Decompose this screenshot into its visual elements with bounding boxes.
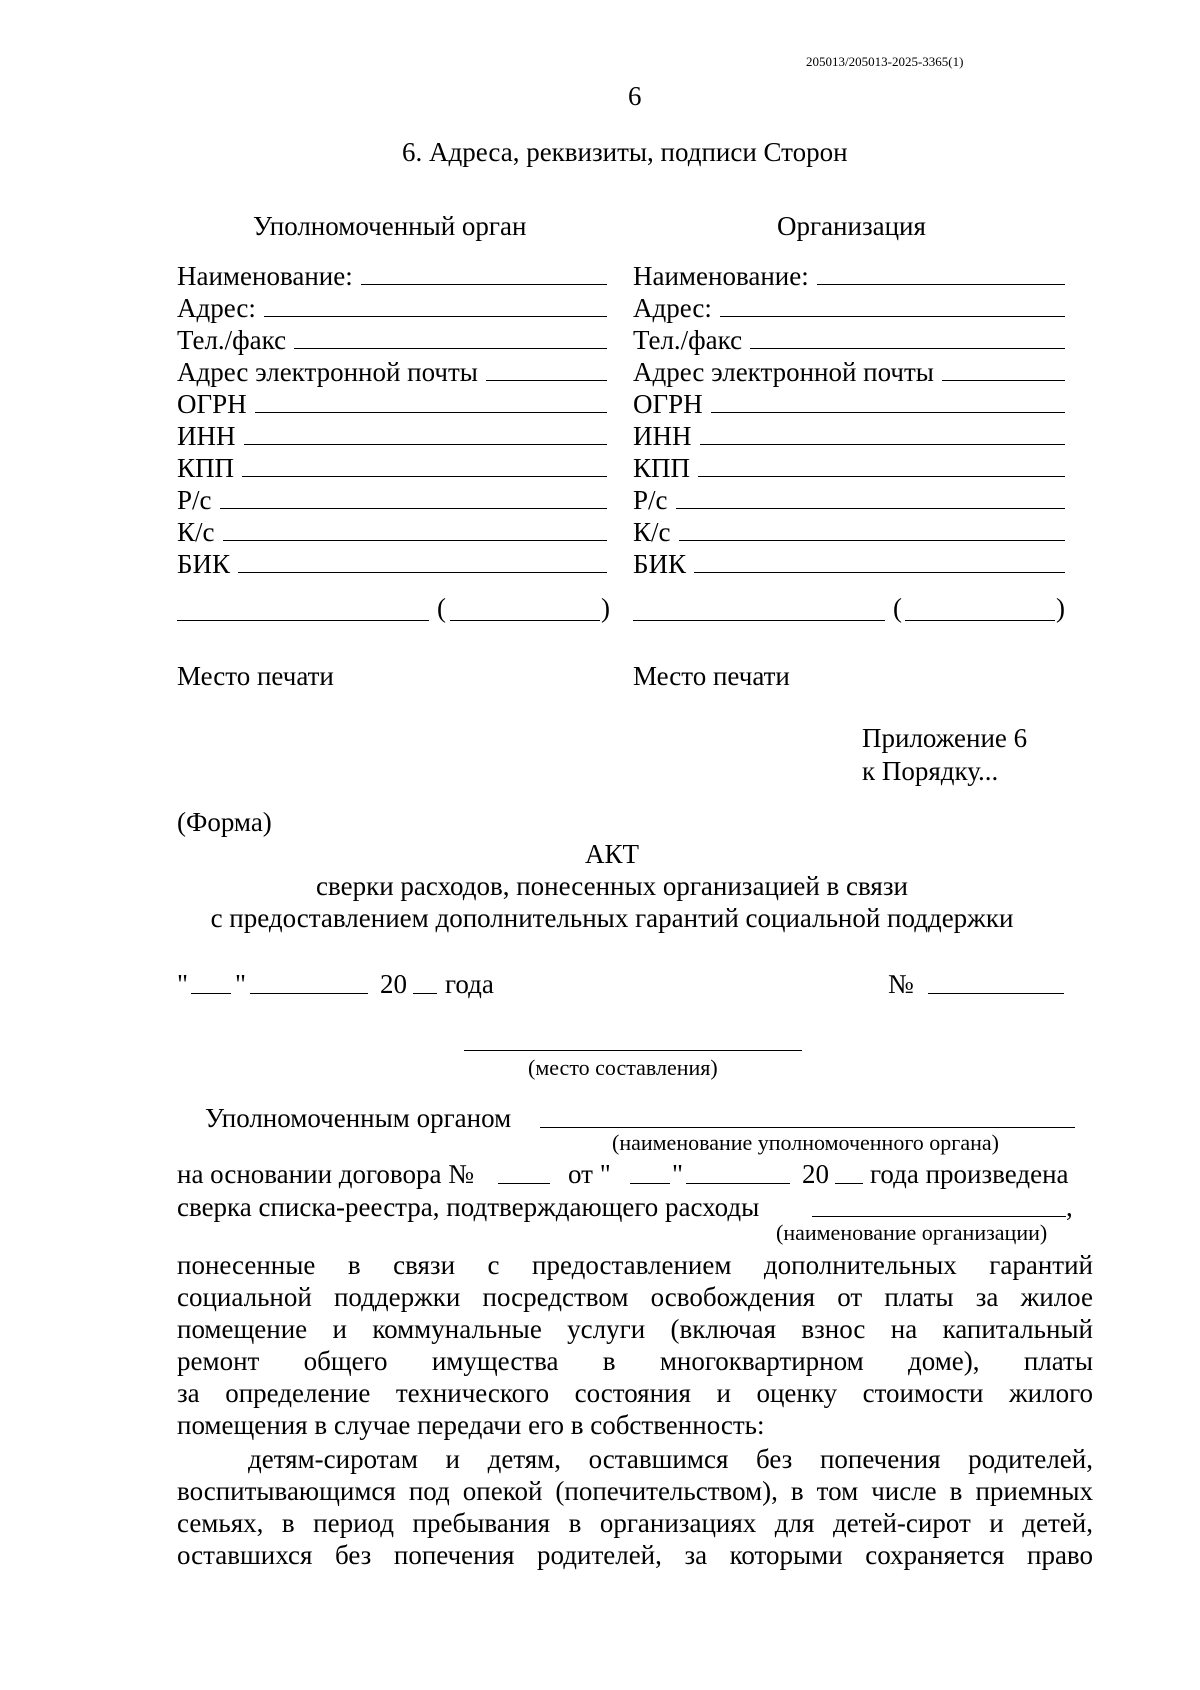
form-label: (Форма)	[177, 807, 272, 837]
appendix-subtitle: к Порядку...	[862, 756, 999, 786]
left-field-phone: Тел./факс	[177, 324, 607, 356]
right-field-email: Адрес электронной почты	[633, 356, 1065, 388]
verification-text: сверка списка-реестра, подтверждающего расходы	[177, 1192, 760, 1222]
act-title: АКТ	[585, 839, 639, 869]
paragraph-line: воспитывающимся под опекой (попечительством), в том числе в приемных	[177, 1476, 1093, 1506]
left-field-email: Адрес электронной почты	[177, 356, 607, 388]
right-stamp-label: Место печати	[633, 661, 790, 691]
right-signature-name-line[interactable]	[905, 620, 1055, 621]
right-party-heading: Организация	[777, 211, 926, 241]
paragraph-line: социальной поддержки посредством освобождения от платы за жилое	[177, 1282, 1093, 1312]
left-field-inn-line[interactable]	[244, 444, 608, 445]
paragraph-line: за определение технического состояния и оценку стоимости жилого	[177, 1378, 1093, 1408]
paragraph-line: семьях, в период пребывания в организациях для детей-сирот и детей,	[177, 1508, 1093, 1538]
place-caption: (место составления)	[528, 1055, 718, 1080]
left-signature-name-line[interactable]	[450, 620, 600, 621]
left-field-address: Адрес:	[177, 292, 607, 324]
left-field-name-line[interactable]	[361, 284, 607, 285]
right-field-inn: ИНН	[633, 420, 1065, 452]
authority-caption: (наименование уполномоченного органа)	[612, 1130, 999, 1155]
right-signature-line[interactable]	[633, 620, 885, 621]
right-field-inn-line[interactable]	[700, 444, 1066, 445]
organization-line[interactable]	[812, 1216, 1066, 1217]
right-field-address: Адрес:	[633, 292, 1065, 324]
left-field-bik-line[interactable]	[238, 572, 607, 573]
left-field-inn: ИНН	[177, 420, 607, 452]
right-field-name-line[interactable]	[817, 284, 1065, 285]
contract-month-line[interactable]	[686, 1183, 790, 1184]
act-subtitle-1: сверки расходов, понесенных организацией в связи	[316, 871, 908, 901]
right-field-email-line[interactable]	[942, 380, 1065, 381]
page-number: 6	[628, 81, 642, 111]
document-id: 205013/205013-2025-3365(1)	[806, 54, 964, 69]
authority-line[interactable]	[540, 1127, 1075, 1128]
left-field-ks: К/с	[177, 516, 607, 548]
appendix-title: Приложение 6	[862, 723, 1028, 753]
section-title: 6. Адреса, реквизиты, подписи Сторон	[402, 137, 848, 167]
right-field-kpp-line[interactable]	[698, 476, 1065, 477]
left-field-phone-line[interactable]	[294, 348, 607, 349]
date-day-line[interactable]	[191, 993, 231, 994]
act-number-sign: №	[888, 969, 914, 999]
authority-label: Уполномоченным органом	[205, 1103, 512, 1133]
right-field-ks: К/с	[633, 516, 1065, 548]
left-field-kpp: КПП	[177, 452, 607, 484]
paragraph-line: помещения в случае передачи его в собственность:	[177, 1410, 765, 1440]
act-subtitle-2: с предоставлением дополнительных гарантий социальной поддержки	[210, 903, 1014, 933]
right-field-kpp: КПП	[633, 452, 1065, 484]
left-party-heading: Уполномоченный орган	[253, 211, 527, 241]
left-field-rs-line[interactable]	[220, 508, 607, 509]
organization-caption: (наименование организации)	[776, 1220, 1048, 1245]
left-field-rs: Р/с	[177, 484, 607, 516]
left-field-address-line[interactable]	[264, 316, 607, 317]
right-field-address-line[interactable]	[720, 316, 1065, 317]
left-field-ks-line[interactable]	[223, 540, 608, 541]
left-field-ogrn-line[interactable]	[255, 412, 607, 413]
act-number-line[interactable]	[928, 993, 1064, 994]
right-field-phone: Тел./факс	[633, 324, 1065, 356]
right-field-bik: БИК	[633, 548, 1065, 580]
right-field-rs-line[interactable]	[676, 508, 1065, 509]
right-field-bik-line[interactable]	[694, 572, 1065, 573]
left-field-bik: БИК	[177, 548, 607, 580]
paragraph-line: ремонт общего имущества в многоквартирном доме), платы	[177, 1346, 1093, 1376]
left-field-email-line[interactable]	[486, 380, 607, 381]
right-field-rs: Р/с	[633, 484, 1065, 516]
date-year-line[interactable]	[413, 993, 437, 994]
contract-year-line[interactable]	[835, 1183, 863, 1184]
left-field-kpp-line[interactable]	[242, 476, 607, 477]
right-field-ogrn-line[interactable]	[711, 412, 1065, 413]
paragraph-line: детям-сиротам и детям, оставшимся без попечения родителей,	[248, 1444, 1093, 1474]
date-month-line[interactable]	[250, 993, 368, 994]
paragraph-line: понесенные в связи с предоставлением дополнительных гарантий	[177, 1250, 1093, 1280]
contract-day-line[interactable]	[630, 1183, 670, 1184]
right-field-ks-line[interactable]	[679, 540, 1066, 541]
place-line[interactable]	[464, 1050, 802, 1051]
left-field-ogrn: ОГРН	[177, 388, 607, 420]
left-stamp-label: Место печати	[177, 661, 334, 691]
paragraph-line: оставшихся без попечения родителей, за которыми сохраняется право	[177, 1540, 1093, 1570]
right-field-name: Наименование:	[633, 260, 1065, 292]
left-field-name: Наименование:	[177, 260, 607, 292]
left-signature-line[interactable]	[177, 620, 429, 621]
paragraph-line: помещение и коммунальные услуги (включая взнос на капитальный	[177, 1314, 1093, 1344]
right-field-ogrn: ОГРН	[633, 388, 1065, 420]
right-field-phone-line[interactable]	[750, 348, 1065, 349]
contract-number-line[interactable]	[498, 1183, 550, 1184]
